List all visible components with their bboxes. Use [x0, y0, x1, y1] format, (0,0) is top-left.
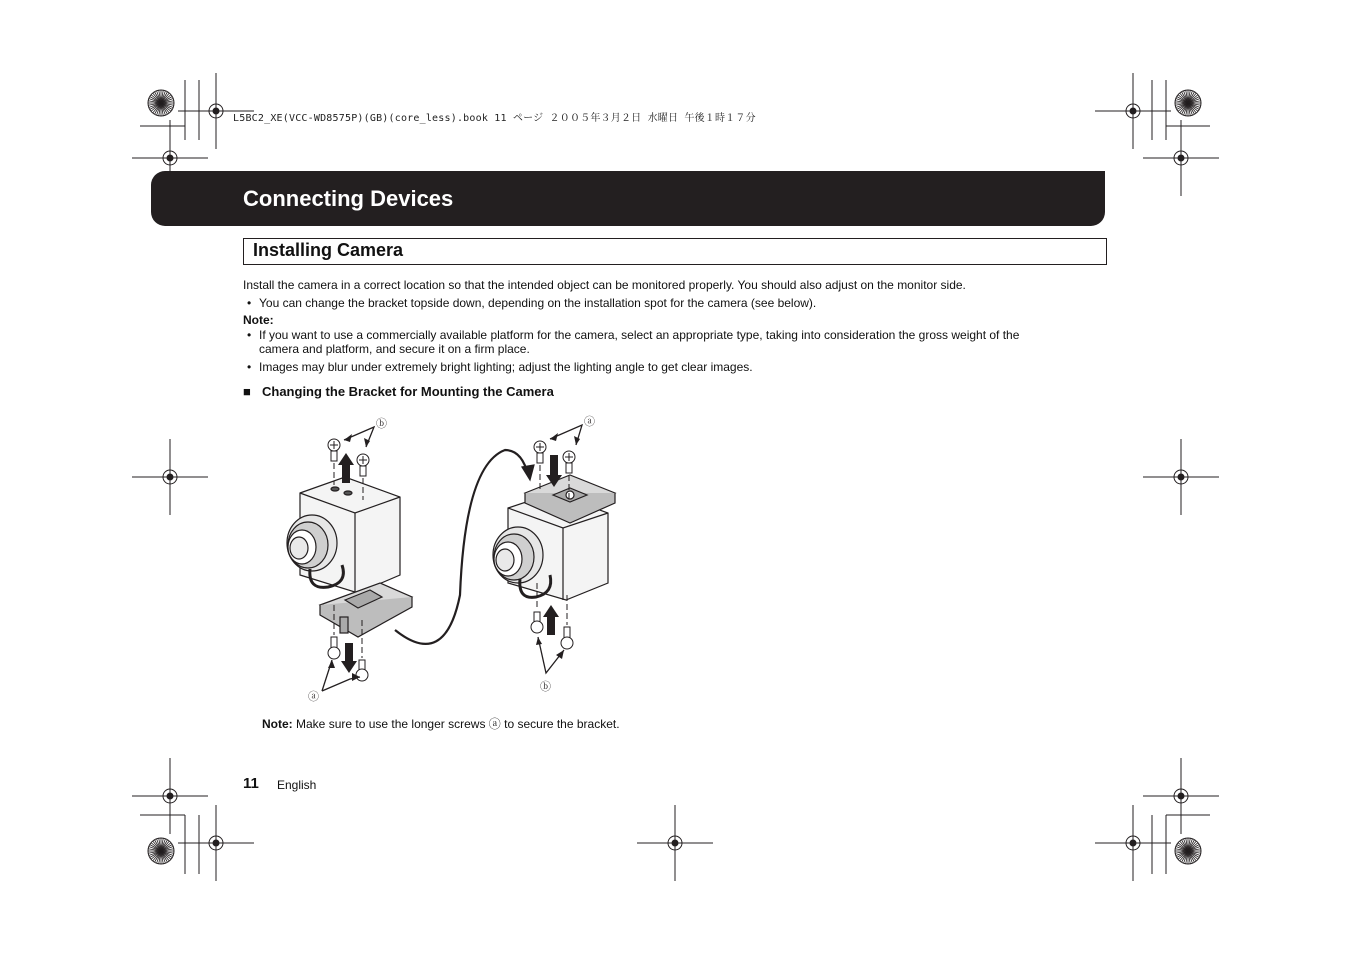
crosshair-mark — [1143, 758, 1219, 834]
note-label: Note: — [243, 313, 274, 327]
arrow-down-icon — [341, 643, 357, 673]
intro-paragraph: Install the camera in a correct location so that the intended object can be monitored properly. You should also adjust on the monitor side. — [243, 278, 966, 292]
footer-language: English — [277, 778, 317, 792]
figure-note — [262, 717, 620, 731]
print-header: L5BC2_XE(VCC-WD8575P)(GB)(core_less).book 11 ページ ２００５年３月２日 水曜日 午後１時１７分 — [233, 113, 756, 124]
bullet-dot: • — [247, 296, 252, 310]
figure-label-a: ⓐ — [308, 690, 319, 703]
note-bullet-text: Images may blur under extremely bright lighting; adjust the lighting angle to get clear images. — [259, 360, 753, 374]
camera-right-illustration — [493, 475, 615, 600]
figure-note-text: to secure the bracket. — [504, 717, 620, 731]
starburst-mark — [1175, 838, 1201, 864]
figure-label-a: ⓐ — [584, 415, 595, 428]
figure-label-b: ⓑ — [540, 680, 551, 693]
chapter-title: Connecting Devices — [243, 186, 454, 211]
bullet-dot: • — [247, 328, 252, 342]
figure-label-b: ⓑ — [376, 417, 387, 430]
screw-icon — [534, 441, 546, 463]
screw-icon — [531, 612, 543, 633]
figure-note-symbol: ⓐ — [488, 717, 501, 731]
starburst-mark — [148, 838, 174, 864]
crosshair-mark — [132, 758, 208, 834]
crosshair-mark — [1143, 120, 1219, 196]
crosshair-mark — [132, 439, 208, 515]
crosshair-mark — [1095, 805, 1171, 881]
screw-icon — [561, 627, 573, 649]
bracket-illustration — [270, 405, 630, 705]
page-number: 11 — [243, 775, 259, 792]
subsection-marker: ■ — [243, 384, 251, 399]
note-bullet-text: If you want to use a commercially available platform for the camera, select an appropriate type, taking into consideration the gross weight of the — [259, 328, 1020, 342]
crosshair-mark — [178, 805, 254, 881]
starburst-mark — [1175, 90, 1201, 116]
subsection-title: Changing the Bracket for Mounting the Camera — [262, 384, 554, 399]
crosshair-mark — [637, 805, 713, 881]
screw-icon — [328, 637, 340, 659]
figure-note-text: Make sure to use the longer screws — [296, 717, 486, 731]
bullet-dot: • — [247, 360, 252, 374]
section-title: Installing Camera — [253, 240, 404, 260]
screw-icon — [328, 439, 340, 461]
starburst-mark — [148, 90, 174, 116]
camera-left-illustration — [287, 477, 412, 637]
figure-note-label: Note: — [262, 717, 293, 731]
note-bullet-text: camera and platform, and secure it on a firm place. — [259, 342, 530, 356]
crosshair-mark — [1095, 73, 1171, 149]
screw-icon — [563, 451, 575, 473]
crosshair-mark — [1143, 439, 1219, 515]
bullet-text: You can change the bracket topside down, depending on the installation spot for the camera (see below). — [259, 296, 817, 310]
arrow-up-icon — [543, 605, 559, 635]
screw-icon — [357, 454, 369, 476]
